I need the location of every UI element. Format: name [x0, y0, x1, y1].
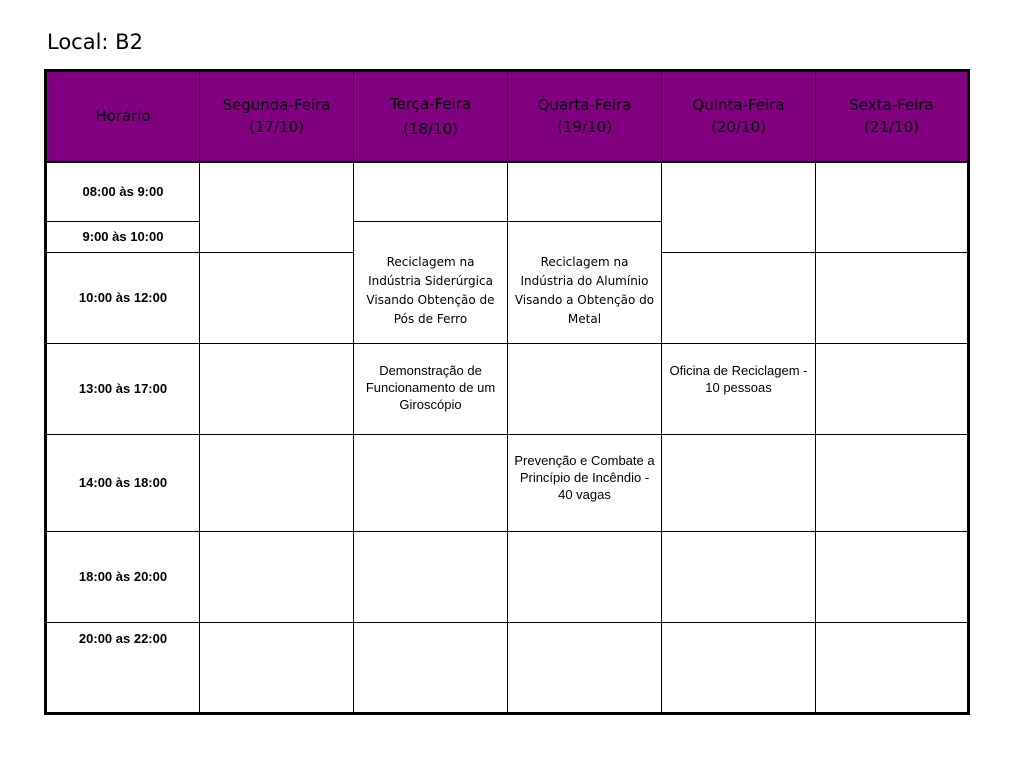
slot-cell [816, 344, 969, 435]
header-date-label: (17/10) [249, 118, 304, 137]
slot-cell [200, 623, 354, 714]
time-cell: 10:00 às 12:00 [46, 253, 200, 344]
table-row [46, 344, 969, 435]
header-cell-horario [46, 71, 200, 162]
slot-cell [354, 162, 508, 222]
time-cell: 13:00 às 17:00 [46, 344, 200, 435]
header-date-label: (18/10) [403, 119, 458, 138]
slot-cell [508, 532, 662, 623]
time-cell: 18:00 às 20:00 [46, 532, 200, 623]
header-day-label: Quarta-Feira [537, 96, 632, 115]
header-cell-sexta [816, 71, 969, 162]
header-day-label: Quinta-Feira [692, 96, 785, 115]
event-cell [354, 344, 508, 435]
header-cell-terca [354, 71, 508, 162]
table-row [46, 532, 969, 623]
slot-cell [816, 162, 969, 253]
event-cell [508, 435, 662, 532]
table-row [46, 623, 969, 714]
header-day-label: Sexta-Feira [849, 96, 934, 115]
header-date-label: (21/10) [864, 118, 919, 137]
slot-cell [662, 435, 816, 532]
event-cell [508, 222, 662, 344]
event-text: Prevenção e Combate a Princípio de Incêndio - 40 vagas [514, 453, 655, 502]
header-label: Horário [95, 107, 151, 126]
header-date-label: (20/10) [711, 118, 766, 137]
time-cell: 20:00 as 22:00 [46, 623, 200, 714]
header-cell-quinta [662, 71, 816, 162]
table-row [46, 435, 969, 532]
slot-cell [816, 623, 969, 714]
table-row [46, 162, 969, 222]
slot-cell [662, 623, 816, 714]
schedule-table [44, 69, 970, 715]
header-date-label: (19/10) [557, 118, 612, 137]
slot-cell [200, 253, 354, 344]
event-text: Oficina de Reciclagem - 10 pessoas [669, 363, 808, 395]
time-cell: 08:00 às 9:00 [46, 162, 200, 222]
header-day-label: Segunda-Feira [222, 96, 331, 115]
slot-cell [508, 344, 662, 435]
slot-cell [200, 162, 354, 253]
event-cell [354, 222, 508, 344]
slot-cell [200, 344, 354, 435]
slot-cell [662, 253, 816, 344]
header-cell-quarta [508, 71, 662, 162]
slot-cell [508, 162, 662, 222]
slot-cell [816, 253, 969, 344]
event-text: Demonstração de Funcionamento de um Giroscópio [365, 363, 496, 412]
slot-cell [662, 532, 816, 623]
slot-cell [816, 435, 969, 532]
event-text: Reciclagem na Indústria do Alumínio Visando a Obtenção do Metal [514, 255, 655, 326]
time-cell: 14:00 às 18:00 [46, 435, 200, 532]
header-cell-segunda [200, 71, 354, 162]
event-cell [662, 344, 816, 435]
slot-cell [200, 532, 354, 623]
event-text: Reciclagem na Indústria Siderúrgica Visando Obtenção de Pós de Ferro [366, 255, 495, 326]
slot-cell [508, 623, 662, 714]
slot-cell [662, 162, 816, 253]
slot-cell [354, 623, 508, 714]
slot-cell [354, 435, 508, 532]
header-row [46, 71, 969, 162]
slot-cell [200, 435, 354, 532]
slot-cell [354, 532, 508, 623]
header-day-label: Terça-Feira [389, 94, 472, 113]
slot-cell [816, 532, 969, 623]
time-cell: 9:00 às 10:00 [46, 222, 200, 253]
page-title: Local: B2 [47, 30, 143, 54]
